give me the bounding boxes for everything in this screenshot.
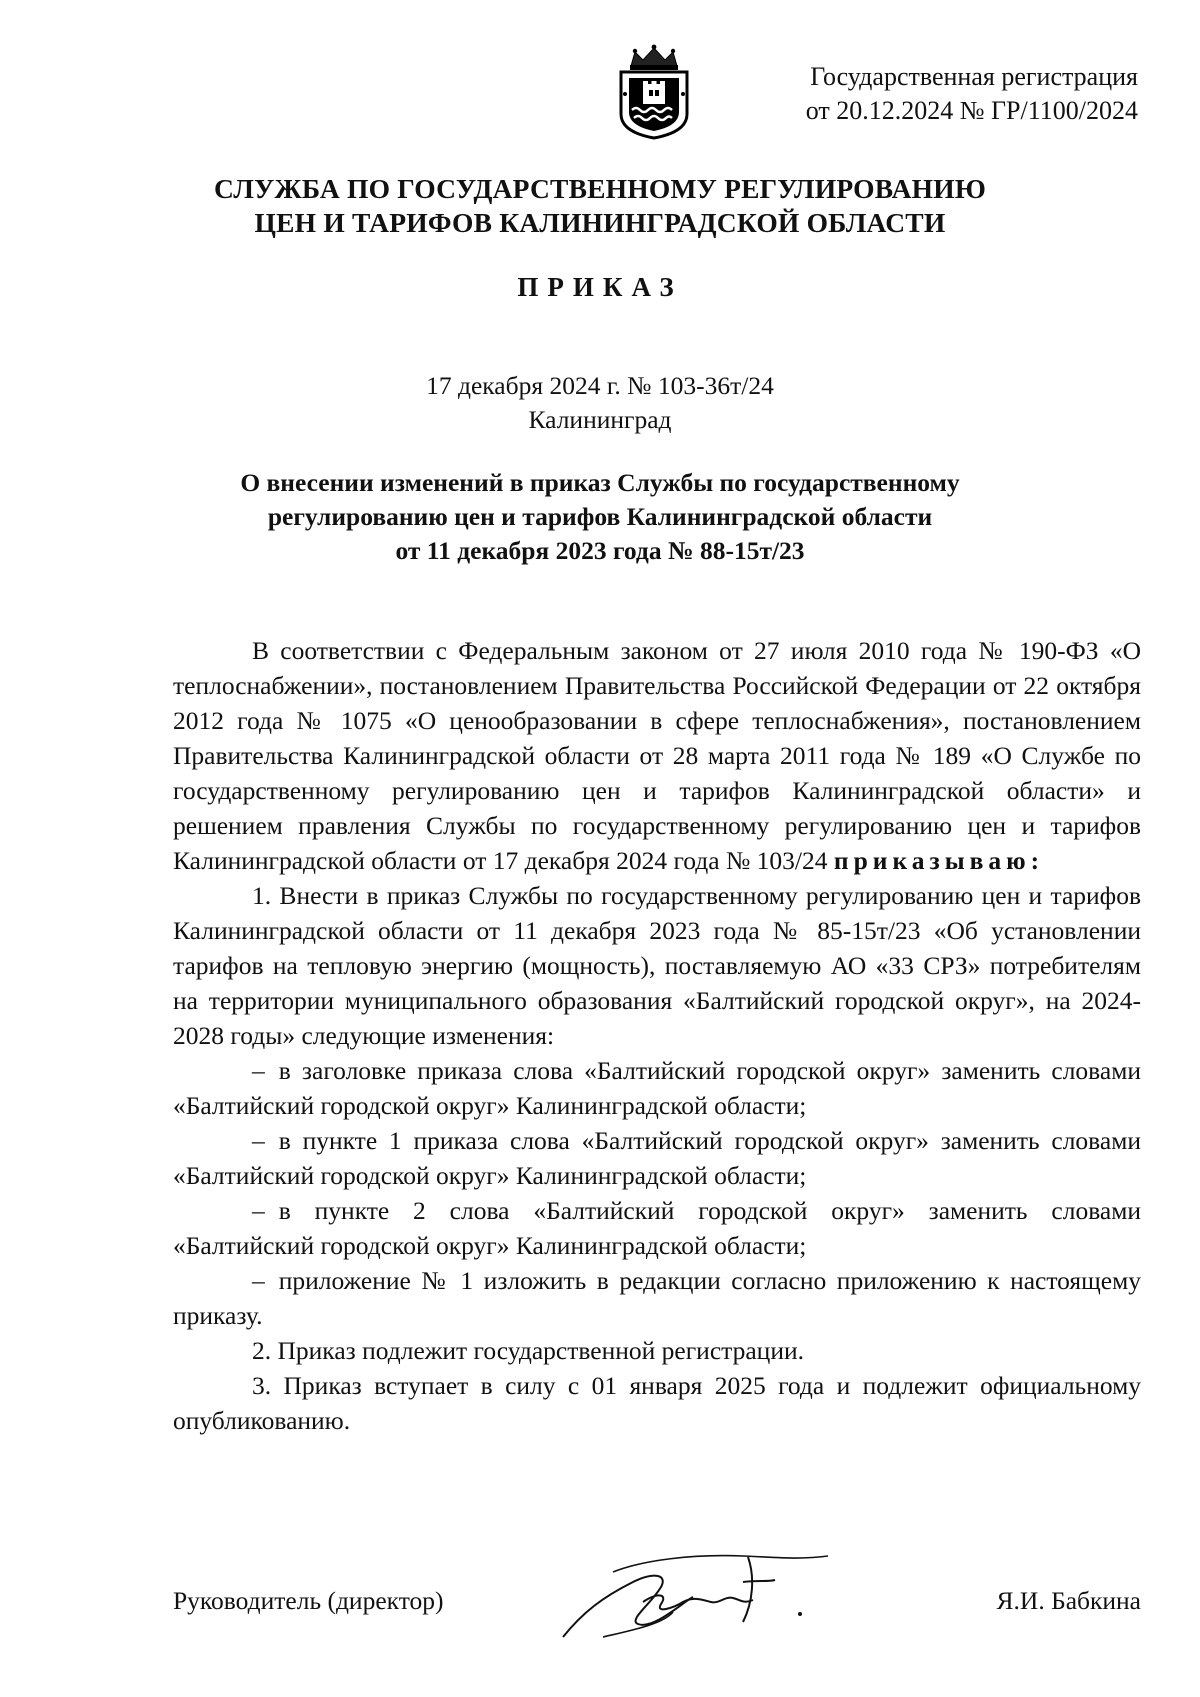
signatory-name: Я.И. Бабкина: [996, 1586, 1141, 1615]
date-and-number: 17 декабря 2024 г. № 103-36т/24: [426, 371, 774, 400]
document-type: ПРИКАЗ: [517, 272, 683, 302]
dash-mark: –: [252, 1196, 265, 1225]
city: Калининград: [528, 405, 672, 434]
signatory-title: Руководитель (директор): [173, 1586, 444, 1615]
agency-name-line1: СЛУЖБА ПО ГОСУДАРСТВЕННОМУ РЕГУЛИРОВАНИЮ: [214, 173, 986, 204]
preamble-lead: приказываю:: [833, 846, 1045, 875]
subitem-2-text: в пункте 1 приказа слова «Балтийский городской округ» заменить словами «Балтийский городской округ» Калининградской области;: [173, 1126, 1141, 1190]
dash-mark: –: [252, 1056, 265, 1085]
preamble-text: В соответствии с Федеральным законом от 27 июля 2010 года № 190-ФЗ «О теплоснабжении», постановлением Правительства Российской Федерации от 22 октября 2012 года № 1075 «О ценообразовании в сфере теплоснабжения», постановлением Правительства Калининградской области от 28 марта 2011 года № 189 «О Службе по государственному регулированию цен и тарифов Калининградской области» и решением правления Службы по государственному регулированию цен и тарифов Калининградской области от 17 декабря 2024 года № 103/24: [173, 636, 1141, 875]
agency-name: [0, 172, 1200, 240]
subject-line3: от 11 декабря 2023 года № 88-15т/23: [395, 536, 805, 565]
subitem-3-text: в пункте 2 слова «Балтийский городской округ» заменить словами «Балтийский городской округ» Калининградской области;: [173, 1196, 1141, 1260]
subitem-1-text: в заголовке приказа слова «Балтийский городской округ» заменить словами «Балтийский городской округ» Калининградской области;: [173, 1056, 1141, 1120]
signature-block: [173, 1572, 1141, 1632]
subitem-2: [173, 1123, 1141, 1193]
document-meta: [0, 369, 1200, 437]
subitem-1: [173, 1053, 1141, 1123]
subitem-4-text: приложение № 1 изложить в редакции согласно приложению к настоящему приказу.: [173, 1266, 1141, 1330]
agency-name-line2: ЦЕН И ТАРИФОВ КАЛИНИНГРАДСКОЙ ОБЛАСТИ: [254, 207, 946, 238]
item-3: 3. Приказ вступает в силу с 01 января 2025 года и подлежит официальному опубликованию.: [173, 1371, 1141, 1435]
subitem-3: [173, 1193, 1141, 1263]
registration-label: Государственная регистрация: [810, 62, 1138, 91]
preamble-paragraph: [173, 633, 1141, 878]
dash-mark: –: [252, 1266, 265, 1295]
subject-line1: О внесении изменений в приказ Службы по государственному: [240, 468, 960, 497]
handwritten-signature: [543, 1542, 843, 1652]
coat-of-arms-emblem: [613, 44, 695, 140]
subitem-4: [173, 1263, 1141, 1333]
state-registration: [738, 60, 1138, 128]
document-subject: [0, 466, 1200, 568]
subject-line2: регулированию цен и тарифов Калининградской области: [267, 502, 933, 531]
item-1: 1. Внести в приказ Службы по государственному регулированию цен и тарифов Калининградской области от 11 декабря 2023 года № 85-15т/23 «Об установлении тарифов на тепловую энергию (мощность), поставляемую АО «33 СРЗ» потребителям на территории муниципального образования «Балтийский городской округ», на 2024-2028 годы» следующие изменения:: [173, 881, 1141, 1050]
item-2: 2. Приказ подлежит государственной регистрации.: [252, 1336, 804, 1365]
registration-number: от 20.12.2024 № ГР/1100/2024: [805, 96, 1138, 125]
dash-mark: –: [252, 1126, 265, 1155]
document-body: [173, 633, 1141, 1438]
